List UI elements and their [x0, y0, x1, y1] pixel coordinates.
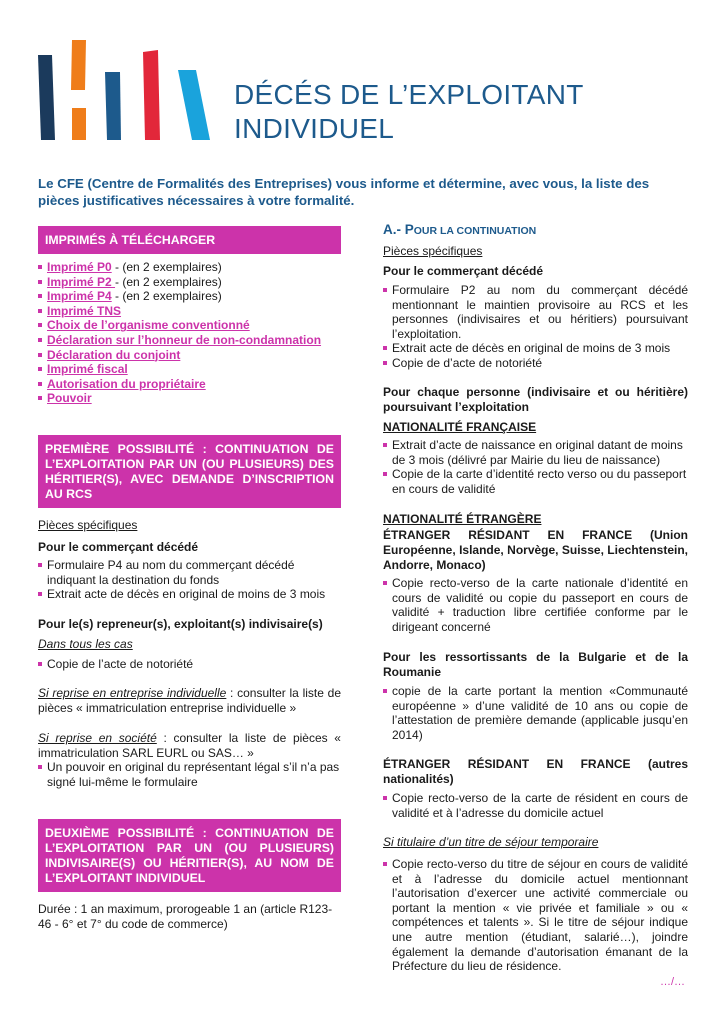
list-item	[38, 304, 341, 319]
tous-cas-list	[38, 657, 341, 672]
titulaire-label: Si titulaire d’un titre de séjour temporaire	[383, 835, 599, 849]
list-item: Extrait acte de décès en original de moins de 3 mois	[383, 341, 688, 356]
commercant-label: Pour le commerçant décédé	[38, 540, 199, 554]
intro-text: Le CFE (Centre de Formalités des Entreprises) vous informe et détermine, avec vous, la liste des pièces justificatives nécessaires à votre formalité.	[38, 176, 650, 208]
imprimes-list	[38, 260, 341, 406]
download-link[interactable]: Imprimé P0	[47, 260, 112, 274]
nationalite-francaise-label: NATIONALITÉ FRANÇAISE	[383, 420, 537, 434]
item-note: - (en 2 exemplaires)	[115, 274, 222, 289]
title-line-1: DÉCÉS DE L’EXPLOITANT	[234, 79, 584, 110]
download-link[interactable]: Imprimé P4	[47, 289, 112, 304]
list-item: Formulaire P2 au nom du commerçant décédé mentionnant le maintien provisoire au RCS et les personnes (indivisaires et ou héritiers) poursuivant l’exploitation.	[383, 283, 688, 341]
download-link[interactable]: Imprimé TNS	[47, 303, 122, 318]
section-a-title	[383, 222, 688, 237]
pieces-label-right: Pièces spécifiques	[383, 244, 483, 258]
nationalite-francaise-list	[383, 438, 688, 496]
list-item: Copie de d’acte de notoriété	[383, 356, 688, 371]
list-item: Copie de l’acte de notoriété	[38, 657, 341, 672]
premiere-heading: PREMIÈRE POSSIBILITÉ : CONTINUATION DE L’EXPLOITATION PAR UN (OU PLUSIEURS) DES HÉRITIER(S), AVEC DEMANDE D’INSCRIPTION AU RCS	[38, 435, 341, 508]
reprise-societe	[38, 731, 341, 761]
duree-text: Durée : 1 an maximum, prorogeable 1 an (article R123-46 - 6° et 7° du code de commerce)	[38, 902, 333, 931]
pieces-label: Pièces spécifiques	[38, 518, 138, 532]
download-link[interactable]: Choix de l’organisme conventionné	[47, 318, 250, 333]
download-link[interactable]: Pouvoir	[47, 391, 92, 406]
reprise-ind-label: Si reprise en entreprise individuelle	[38, 686, 227, 700]
list-item	[38, 260, 341, 275]
download-link[interactable]: Déclaration sur l’honneur de non-condamnation	[47, 332, 322, 347]
reprise-individuelle	[38, 686, 341, 716]
title-line-2: INDIVIDUEL	[234, 113, 395, 144]
item-note: - (en 2 exemplaires)	[111, 289, 222, 304]
etranger-ue-list	[383, 576, 688, 634]
etranger-ue-label: ÉTRANGER RÉSIDANT EN FRANCE (Union Européenne, Islande, Norvège, Suisse, Liechtenstein, Andorre, Monaco)	[383, 528, 688, 572]
page-title	[234, 78, 704, 146]
deuxieme-heading: DEUXIÈME POSSIBILITÉ : CONTINUATION DE L’EXPLOITATION PAR UN (OU PLUSIEURS) INDIVISAIRE(S) OU HÉRITIER(S), AU NOM DE L’EXPLOITANT INDIVIDUEL	[38, 819, 341, 892]
list-item: Copie recto-verso de la carte nationale d’identité en cours de validité ou copie du passeport en cours de validité + traduction libre certifiée conforme par le dirigeant concerné	[383, 576, 688, 634]
list-item: Extrait acte de décès en original de moins de 3 mois	[38, 587, 341, 602]
list-item	[38, 348, 341, 363]
download-link[interactable]: Imprimé fiscal	[47, 362, 128, 377]
commercant-list	[38, 558, 341, 602]
societe-list	[38, 760, 341, 789]
list-item: copie de la carte portant la mention «Communauté européenne » d’une validité de 10 ans ou copie de l’attestation de première demande (applicable jusqu’en 2014)	[383, 684, 688, 742]
list-item	[38, 362, 341, 377]
section-a-rest: OUR LA CONTINUATION	[413, 225, 537, 237]
titulaire-list	[383, 857, 688, 974]
tous-cas-label: Dans tous les cas	[38, 637, 133, 651]
bulgarie-label: Pour les ressortissants de la Bulgarie et de la Roumanie	[383, 650, 688, 679]
commercant-label-right: Pour le commerçant décédé	[383, 264, 544, 278]
repreneurs-label: Pour le(s) repreneur(s), exploitant(s) indivisaire(s)	[38, 617, 323, 631]
list-item	[38, 377, 341, 392]
download-link[interactable]: Déclaration du conjoint	[47, 347, 181, 362]
list-item: Copie de la carte d’identité recto verso ou du passeport en cours de validité	[383, 467, 688, 496]
imprimes-heading: IMPRIMÉS À TÉLÉCHARGER	[38, 226, 341, 254]
cfe-logo	[0, 0, 215, 150]
nationalite-etrangere-label: NATIONALITÉ ÉTRANGÈRE	[383, 512, 542, 526]
list-item: Extrait d’acte de naissance en original datant de moins de 3 mois (délivré par Mairie du lieu de naissance)	[383, 438, 688, 467]
section-a-prefix: A.- P	[383, 222, 414, 237]
continued-mark: …/…	[660, 976, 686, 988]
list-item	[38, 275, 341, 290]
list-item	[38, 289, 341, 304]
list-item: Copie recto-verso du titre de séjour en cours de validité et à l’adresse du domicile actuel mentionnant l’autorisation d’exercer une activité commerciale ou portant la mention « vie privée et familiale » ou « compétences et talents ». Si le titre de séjour indique une autre mention (étudiant, salarié…), joindre également la demande d’autorisation émanant de la Préfecture du lieu de résidence.	[383, 857, 688, 974]
reprise-ind-text: : consulter la liste de pièces « immatriculation entreprise individuelle »	[38, 686, 341, 715]
commercant-list-right	[383, 283, 688, 371]
list-item: Un pouvoir en original du représentant légal s’il n’a pas signé lui-même le formulaire	[38, 760, 341, 789]
chaque-personne-label: Pour chaque personne (indivisaire et ou héritière) poursuivant l’exploitation	[383, 385, 688, 414]
etranger-autres-label: ÉTRANGER RÉSIDANT EN FRANCE (autres nationalités)	[383, 757, 688, 786]
reprise-soc-label: Si reprise en société	[38, 731, 157, 745]
list-item: Formulaire P4 au nom du commerçant décédé indiquant la destination du fonds	[38, 558, 341, 587]
item-note: - (en 2 exemplaires)	[111, 260, 222, 274]
download-link[interactable]: Autorisation du propriétaire	[47, 376, 206, 391]
list-item	[38, 318, 341, 333]
download-link[interactable]: Imprimé P2	[47, 274, 116, 289]
reprise-soc-text: : consulter la liste de pièces « immatriculation SARL EURL ou SAS… »	[38, 731, 341, 760]
etranger-autres-list	[383, 791, 688, 820]
list-item	[38, 391, 341, 406]
bulgarie-list	[383, 684, 688, 742]
list-item: Copie recto-verso de la carte de résident en cours de validité et à l’adresse du domicile actuel	[383, 791, 688, 820]
list-item	[38, 333, 341, 348]
